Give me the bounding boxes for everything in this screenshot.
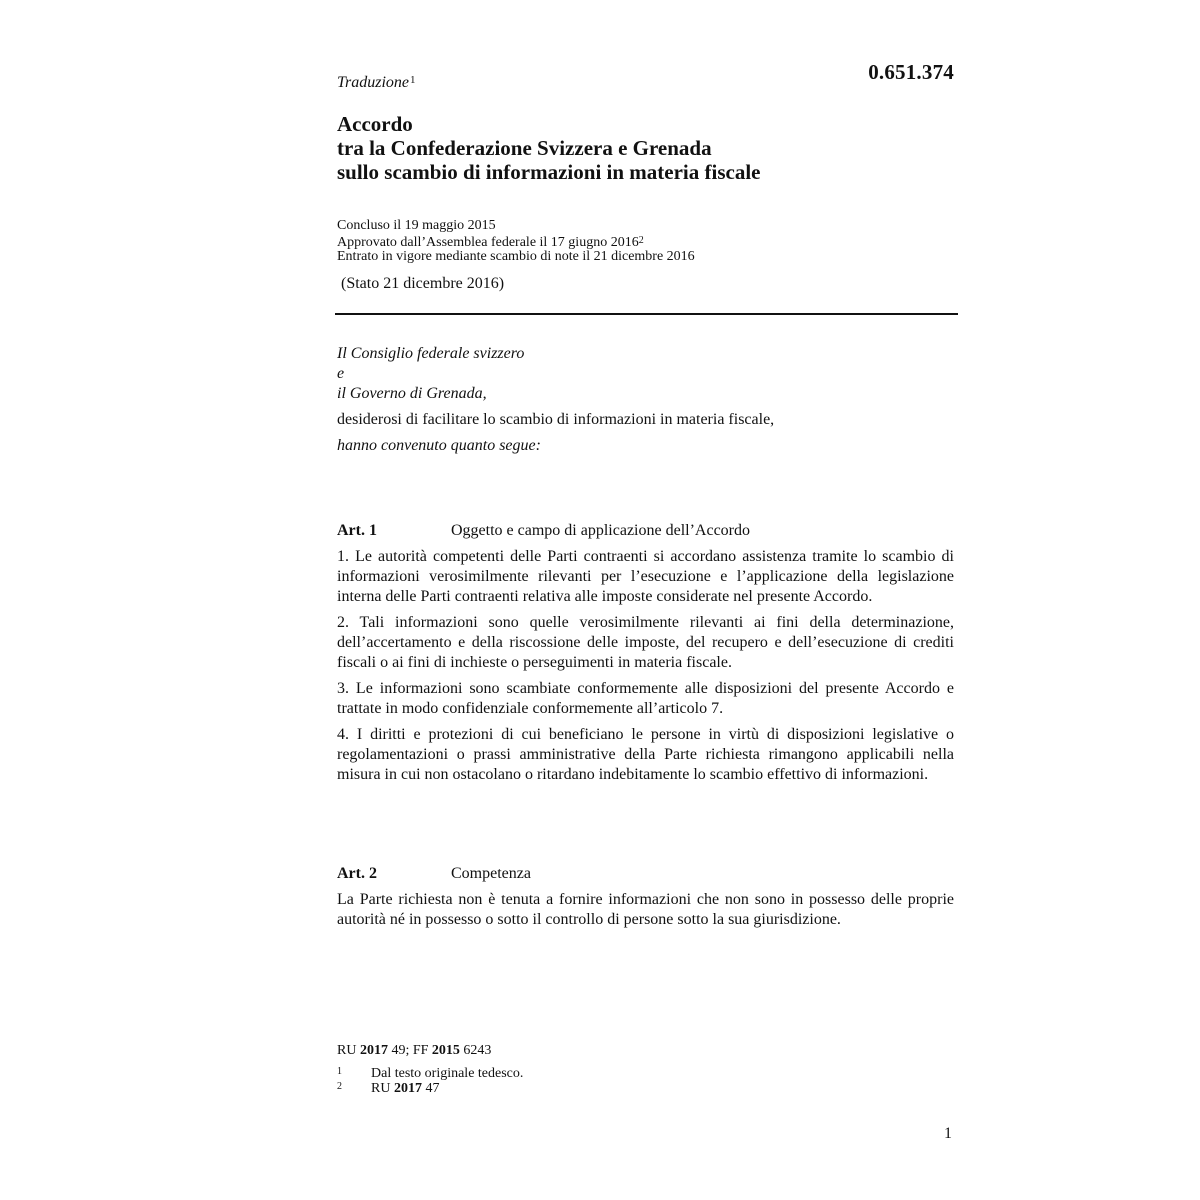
footnote-1-marker: 1 <box>337 1066 342 1077</box>
title-line-1: Accordo <box>337 112 413 136</box>
preamble-purpose: desiderosi di facilitare lo scambio di informazioni in materia fiscale, <box>337 411 775 428</box>
document-title <box>337 112 957 184</box>
translation-label <box>337 74 416 92</box>
footnote-1-text: Dal testo originale tedesco. <box>371 1066 524 1081</box>
translation-label-text: Traduzione <box>337 74 410 91</box>
document-metadata <box>337 219 695 265</box>
source-ff-year: 2015 <box>431 1043 460 1058</box>
article-1-paragraph-4: 4. I diritti e protezioni di cui beneficiano le persone in virtù di disposizioni legislative o regolamentazioni o prassi amministrative della Parte richiesta rimangono applicabili nella misura in cui non ostacolano o ritardano indebitamente lo scambio effettivo di informazioni. <box>337 726 954 783</box>
article-2-heading <box>337 864 954 884</box>
footnote-2-ru-year: 2017 <box>393 1081 422 1096</box>
approved-date-text: Approvato dall’Assemblea federale il 17 giugno 2016 <box>337 234 639 250</box>
document-number: 0.651.374 <box>868 60 954 84</box>
approved-date <box>337 234 695 251</box>
footnote-2-ru-label: RU <box>371 1081 391 1096</box>
article-1-heading <box>337 521 954 541</box>
article-1-number: Art. 1 <box>337 522 377 539</box>
footnote-2-marker: 2 <box>337 1081 342 1092</box>
source-ru-page: 49; FF <box>391 1043 429 1058</box>
preamble-agreed: hanno convenuto quanto segue: <box>337 437 541 454</box>
preamble <box>337 344 774 456</box>
article-1-paragraph-1: 1. Le autorità competenti delle Parti contraenti si accordano assistenza tramite lo scambio di informazioni verosimilmente rilevanti per l’esecuzione e l’applicazione della legislazione interna delle Parti contraenti relativa alle imposte considerate nel presente Accordo. <box>337 548 954 605</box>
footnote-2-ru-page: 47 <box>425 1081 440 1096</box>
article-2-paragraph-1: La Parte richiesta non è tenuta a fornire informazioni che non sono in possesso delle proprie autorità né in possesso o sotto il controllo di persone sotto la sua giurisdizione. <box>337 891 954 928</box>
article-1 <box>337 521 954 785</box>
article-1-paragraph-3: 3. Le informazioni sono scambiate conformemente alle disposizioni del presente Accordo e trattate in modo confidenziale conformemente all’articolo 7. <box>337 680 954 717</box>
preamble-party-2: il Governo di Grenada, <box>337 385 487 402</box>
article-2-title: Competenza <box>451 865 531 882</box>
preamble-conjunction: e <box>337 365 345 382</box>
title-line-2: tra la Confederazione Svizzera e Grenada <box>337 136 712 160</box>
footnote-2 <box>337 1079 439 1096</box>
header-divider <box>335 313 958 315</box>
source-ru-year: 2017 <box>359 1043 388 1058</box>
source-ff-page: 6243 <box>463 1043 492 1058</box>
page-number: 1 <box>944 1125 952 1142</box>
concluded-date: Concluso il 19 maggio 2015 <box>337 218 496 233</box>
article-2-number: Art. 2 <box>337 865 377 882</box>
article-1-title: Oggetto e campo di applicazione dell’Accordo <box>451 522 750 539</box>
source-ru-label: RU <box>337 1043 357 1058</box>
preamble-party-1: Il Consiglio federale svizzero <box>337 345 525 362</box>
status-date: (Stato 21 dicembre 2016) <box>341 275 505 292</box>
footnote-ref-2[interactable]: 2 <box>638 234 644 246</box>
article-2 <box>337 864 954 930</box>
source-reference <box>337 1043 491 1058</box>
footnote-ref-1[interactable]: 1 <box>410 74 416 86</box>
article-1-paragraph-2: 2. Tali informazioni sono quelle verosimilmente rilevanti ai fini della determinazione, dell’accertamento e della riscossione delle imposte, del recupero e dell’esecuzione di crediti fiscali o ai fini di inchieste o perseguimenti in materia fiscale. <box>337 614 954 671</box>
title-line-3: sullo scambio di informazioni in materia fiscale <box>337 160 761 184</box>
entry-into-force: Entrato in vigore mediante scambio di note il 21 dicembre 2016 <box>337 249 695 264</box>
